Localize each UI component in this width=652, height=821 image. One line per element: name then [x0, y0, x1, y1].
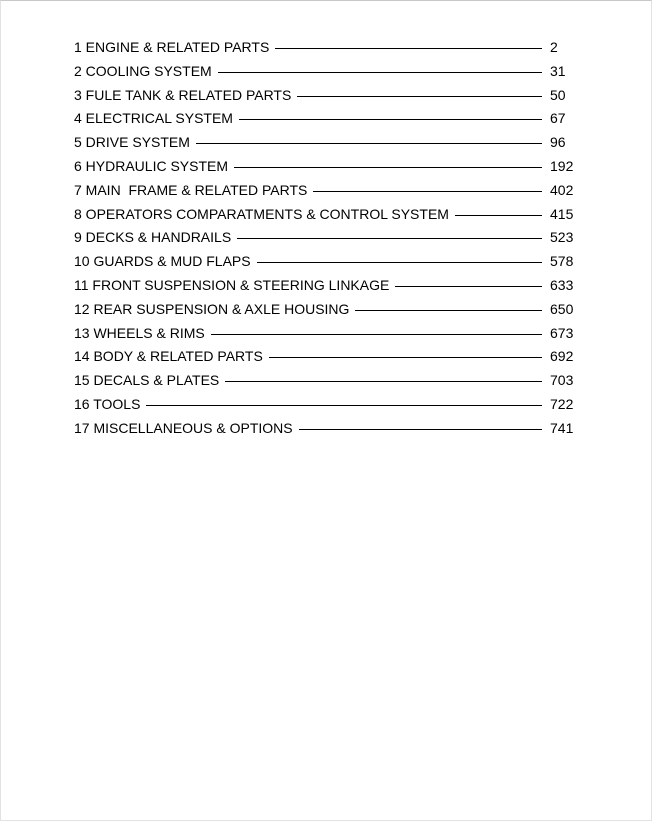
toc-entry-page: 650 — [550, 300, 574, 317]
toc-leader-line — [239, 119, 542, 120]
toc-entry[interactable] — [74, 132, 576, 156]
toc-entry[interactable] — [74, 180, 576, 204]
toc-entry-page: 31 — [550, 62, 566, 79]
toc-entry[interactable] — [74, 299, 576, 323]
toc-entry[interactable] — [74, 156, 576, 180]
toc-entry-page: 673 — [550, 324, 574, 341]
toc-leader-line — [395, 286, 542, 287]
toc-leader-line — [211, 334, 542, 335]
toc-leader-line — [455, 215, 542, 216]
toc-entry-page: 96 — [550, 134, 566, 151]
table-of-contents — [74, 37, 576, 442]
toc-entry-title: 16 TOOLS — [74, 395, 141, 412]
toc-entry-page: 741 — [550, 419, 574, 436]
toc-leader-line — [269, 357, 542, 358]
toc-entry-title: 9 DECKS & HANDRAILS — [74, 229, 232, 246]
toc-leader-line — [234, 167, 542, 168]
toc-entry[interactable] — [74, 370, 576, 394]
toc-entry-title: 2 COOLING SYSTEM — [74, 62, 212, 79]
toc-entry-page: 523 — [550, 229, 574, 246]
toc-entry[interactable] — [74, 61, 576, 85]
toc-entry[interactable] — [74, 108, 576, 132]
toc-entry-title: 12 REAR SUSPENSION & AXLE HOUSING — [74, 300, 350, 317]
toc-entry[interactable] — [74, 251, 576, 275]
toc-entry-title: 3 FULE TANK & RELATED PARTS — [74, 86, 292, 103]
toc-entry-title: 14 BODY & RELATED PARTS — [74, 348, 263, 365]
toc-leader-line — [313, 191, 542, 192]
toc-leader-line — [146, 405, 542, 406]
toc-leader-line — [225, 381, 542, 382]
toc-entry-page: 67 — [550, 110, 566, 127]
toc-entry-title: 17 MISCELLANEOUS & OPTIONS — [74, 419, 293, 436]
toc-entry-title: 13 WHEELS & RIMS — [74, 324, 205, 341]
toc-entry-title: 10 GUARDS & MUD FLAPS — [74, 253, 251, 270]
toc-leader-line — [237, 238, 542, 239]
toc-entry[interactable] — [74, 394, 576, 418]
toc-entry-page: 402 — [550, 181, 574, 198]
toc-leader-line — [257, 262, 542, 263]
toc-entry-title: 7 MAIN FRAME & RELATED PARTS — [74, 181, 308, 198]
toc-leader-line — [275, 48, 542, 49]
toc-entry-page: 192 — [550, 157, 574, 174]
toc-entry-title: 5 DRIVE SYSTEM — [74, 134, 190, 151]
toc-entry-page: 2 — [550, 39, 558, 55]
toc-entry[interactable] — [74, 346, 576, 370]
toc-entry-page: 692 — [550, 348, 574, 365]
toc-entry[interactable] — [74, 37, 576, 61]
toc-entry-page: 578 — [550, 253, 574, 270]
toc-leader-line — [297, 96, 542, 97]
toc-entry[interactable] — [74, 323, 576, 347]
toc-entry-title: 15 DECALS & PLATES — [74, 372, 220, 389]
toc-entry-title: 1 ENGINE & RELATED PARTS — [74, 39, 270, 55]
toc-entry-page: 50 — [550, 86, 566, 103]
toc-leader-line — [299, 429, 542, 430]
toc-entry[interactable] — [74, 275, 576, 299]
toc-entry-page: 415 — [550, 205, 574, 222]
toc-entry-title: 4 ELECTRICAL SYSTEM — [74, 110, 233, 127]
toc-entry[interactable] — [74, 418, 576, 442]
toc-leader-line — [218, 72, 542, 73]
toc-leader-line — [355, 310, 542, 311]
toc-entry-title: 11 FRONT SUSPENSION & STEERING LINKAGE — [74, 276, 390, 293]
toc-entry[interactable] — [74, 204, 576, 228]
toc-entry-page: 703 — [550, 372, 574, 389]
toc-entry-page: 722 — [550, 395, 574, 412]
toc-entry-title: 6 HYDRAULIC SYSTEM — [74, 157, 229, 174]
toc-leader-line — [196, 143, 542, 144]
toc-entry-title: 8 OPERATORS COMPARATMENTS & CONTROL SYSTEM — [74, 205, 449, 222]
toc-entry-page: 633 — [550, 276, 574, 293]
toc-entry[interactable] — [74, 227, 576, 251]
toc-entry[interactable] — [74, 85, 576, 109]
